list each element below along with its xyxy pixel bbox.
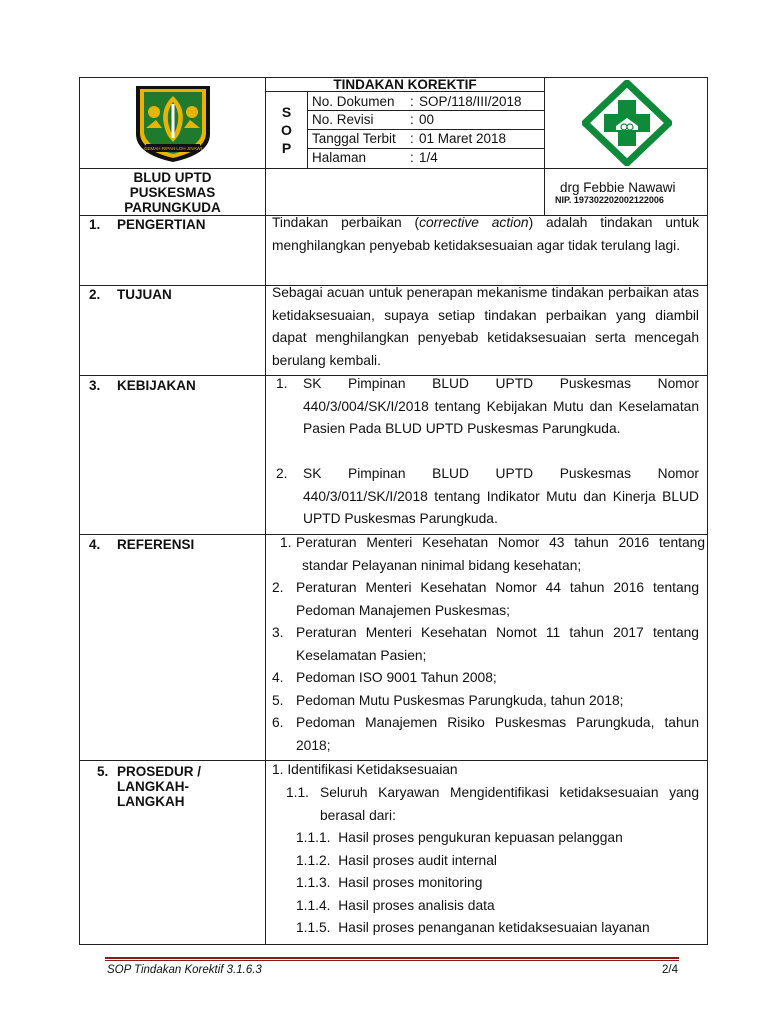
section-title-prosedur-line-1: PROSEDUR /	[117, 764, 202, 779]
list-item-number: 1.	[276, 376, 288, 391]
list-item-number: 3.	[272, 625, 284, 640]
list-item	[272, 712, 699, 757]
procedure-subitem-text: Hasil proses audit internal	[338, 853, 497, 868]
list-item-number: 2.	[276, 466, 288, 481]
section-number: 4.	[89, 537, 101, 552]
procedure-subitem	[296, 827, 623, 850]
list-item-text: SK Pimpinan BLUD UPTD Puskesmas Nomor 440/3/011/SK/I/2018 tentang Indikator Mutu dan Kinerja BLUD UPTD Puskesmas Parungkuda.	[303, 466, 699, 527]
sop-letter-o: O	[281, 122, 292, 138]
list-item-text: Peraturan Menteri Kesehatan Nomor 44 tahun 2016 tentang Pedoman Manajemen Puskesmas;	[296, 580, 699, 618]
sop-letter-p: P	[281, 140, 292, 156]
list-item	[272, 690, 699, 713]
footer-doc-ref: SOP Tindakan Korektif 3.1.6.3	[107, 964, 262, 976]
doc-field-sep: :	[410, 131, 414, 146]
procedure-subitem-number: 1.1.4.	[296, 898, 331, 913]
puskesmas-logo	[582, 80, 672, 166]
section-title-pengertian: PENGERTIAN	[117, 217, 206, 232]
procedure-subitem	[296, 850, 497, 873]
section-number: 3.	[89, 378, 101, 393]
org-name-line-1: BLUD UPTD	[133, 170, 212, 185]
section-title-prosedur-line-3: LANGKAH	[117, 794, 185, 809]
list-item	[272, 622, 699, 667]
doc-field-value: 00	[419, 112, 435, 127]
procedure-subitem	[296, 917, 650, 940]
list-item-text: Peraturan Menteri Kesehatan Nomot 11 tahun 2017 tentang Keselamatan Pasien;	[296, 625, 699, 663]
org-name-line-3: PARUNGKUDA	[124, 200, 221, 215]
list-item-number: 2.	[272, 580, 284, 595]
signer-name: drg Febbie Nawawi	[560, 180, 676, 195]
sop-letter-s: S	[281, 104, 292, 120]
footer-page-number: 2/4	[662, 964, 678, 976]
section-number: 2.	[89, 287, 101, 302]
procedure-substep	[286, 782, 699, 827]
doc-field-value: SOP/118/III/2018	[419, 94, 522, 109]
footer-rule-thin	[105, 960, 679, 961]
procedure-subitem-text: Hasil proses analisis data	[338, 898, 495, 913]
doc-field-label: No. Revisi	[312, 112, 374, 127]
procedure-subitem-number: 1.1.2.	[296, 853, 331, 868]
org-name-line-2: PUSKESMAS	[129, 185, 216, 200]
procedure-subitem-text: Hasil proses monitoring	[338, 875, 483, 890]
doc-field-sep: :	[410, 94, 414, 109]
list-item	[276, 373, 699, 463]
section-number: 5.	[97, 764, 109, 779]
procedure-subitem-text: Hasil proses pengukuran kepuasan pelanggan	[338, 830, 623, 845]
doc-field-sep: :	[410, 112, 414, 127]
doc-field-label: Halaman	[312, 150, 367, 165]
list-item	[272, 532, 705, 577]
doc-field-sep: :	[410, 150, 414, 165]
doc-field-label: No. Dokumen	[312, 94, 395, 109]
svg-text:GEMAH RIPAH LOH JINAWI: GEMAH RIPAH LOH JINAWI	[143, 146, 203, 151]
procedure-substep-number: 1.1.	[286, 785, 310, 800]
list-item-text: Pedoman Manajemen Risiko Puskesmas Parungkuda, tahun 2018;	[296, 715, 699, 753]
regency-logo	[132, 84, 214, 164]
procedure-subitem-number: 1.1.3.	[296, 875, 331, 890]
list-item-number: 6.	[272, 715, 284, 730]
section-title-tujuan: TUJUAN	[117, 287, 172, 302]
list-item-number: 1.	[280, 535, 292, 550]
procedure-step: 1. Identifikasi Ketidaksesuaian	[272, 762, 458, 777]
section-number: 1.	[89, 217, 101, 232]
list-item	[272, 667, 699, 690]
document-title: TINDAKAN KOREKTIF	[333, 77, 477, 92]
procedure-subitem-number: 1.1.5.	[296, 920, 331, 935]
section-title-referensi: REFERENSI	[117, 537, 195, 552]
doc-field-value: 1/4	[419, 150, 438, 165]
footer-rule	[105, 957, 679, 959]
procedure-subitem	[296, 895, 495, 918]
list-item-text: Peraturan Menteri Kesehatan Nomor 43 tahun 2016 tentang standar Pelayanan ninimal bidang kesehatan;	[296, 535, 705, 573]
doc-field-value: 01 Maret 2018	[419, 131, 507, 146]
list-item-number: 5.	[272, 693, 284, 708]
procedure-subitem	[296, 872, 482, 895]
section-title-prosedur-line-2: LANGKAH-	[117, 779, 189, 794]
section-text-tujuan: Sebagai acuan untuk penerapan mekanisme tindakan perbaikan atas ketidaksesuaian, supaya setiap tindakan perbaikan yang diambil dapat menghilangkan penyebab ketidaksesuaian serta mencegah berulang kembali.	[272, 285, 699, 368]
list-item-text: Pedoman Mutu Puskesmas Parungkuda, tahun 2018;	[296, 693, 624, 708]
list-item-text: Pedoman ISO 9001 Tahun 2008;	[296, 670, 497, 685]
list-item	[272, 577, 699, 622]
doc-field-label: Tanggal Terbit	[312, 131, 396, 146]
signer-nip: NIP. 197302202002122006	[555, 195, 664, 205]
procedure-subitem-text: Hasil proses penanganan ketidaksesuaian layanan	[338, 920, 650, 935]
section-text-pengertian: Tindakan perbaikan (corrective action) adalah tindakan untuk menghilangkan penyebab ketidaksesuaian agar tidak terulang lagi.	[272, 215, 699, 253]
list-item-text: SK Pimpinan BLUD UPTD Puskesmas Nomor 440/3/004/SK/I/2018 tentang Kebijakan Mutu dan Keselamatan Pasien Pada BLUD UPTD Puskesmas Parungkuda.	[303, 376, 699, 437]
list-item	[276, 463, 699, 531]
section-title-kebijakan: KEBIJAKAN	[117, 378, 196, 393]
list-item-number: 4.	[272, 670, 284, 685]
procedure-subitem-number: 1.1.1.	[296, 830, 331, 845]
procedure-substep-text: Seluruh Karyawan Mengidentifikasi ketidaksesuaian yang berasal dari:	[320, 785, 699, 823]
